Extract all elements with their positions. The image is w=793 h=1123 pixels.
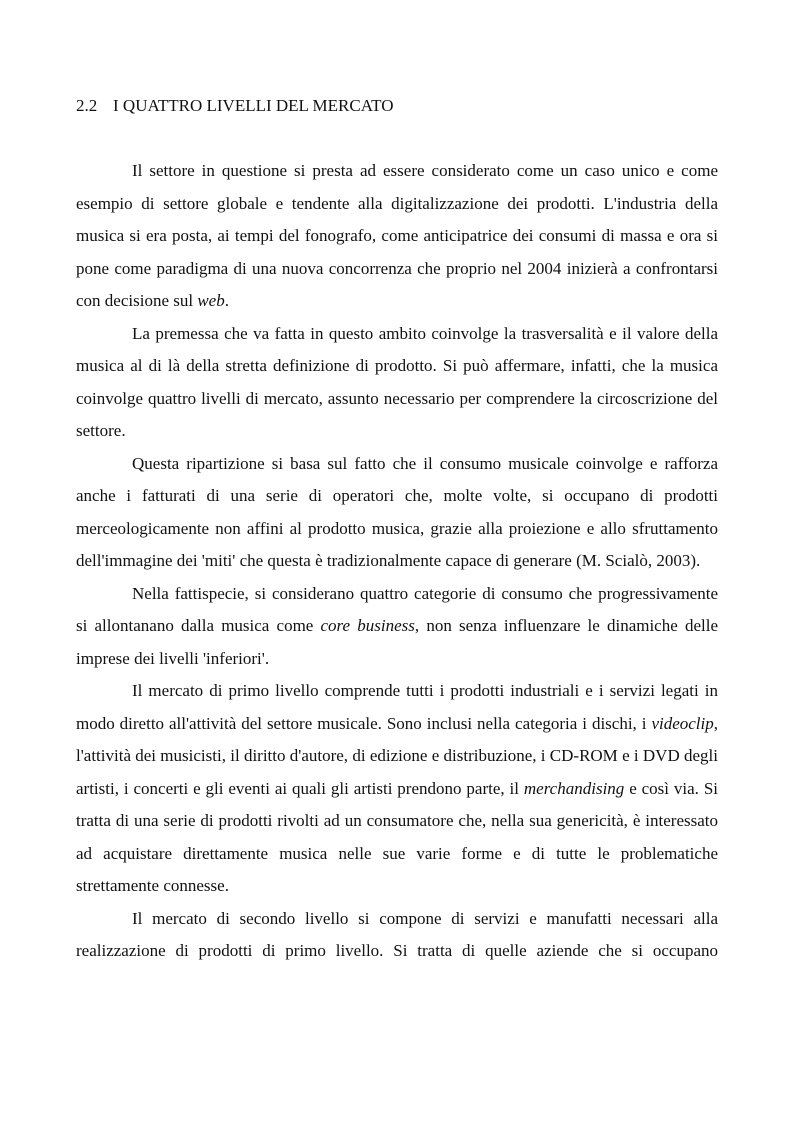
italic-term-web: web — [197, 291, 225, 310]
italic-term-core-business: core business — [320, 616, 415, 635]
paragraph-fattispecie — [76, 578, 718, 676]
paragraph-text: Nella fattispecie, si considerano quattro categorie di consumo che progressivamente si allontanano dalla musica come — [76, 583, 718, 635]
section-number: 2.2 — [76, 96, 98, 115]
paragraph-intro — [76, 155, 718, 318]
paragraph-text: , non senza influenzare le dinamiche delle imprese dei livelli 'inferiori'. — [76, 616, 718, 668]
paragraph-text: , l'attività dei musicisti, il diritto d'autore, di edizione e distribuzione, i CD-ROM e i DVD degli artisti, i concerti e gli eventi ai quali gli artisti prendono parte, il — [76, 713, 718, 798]
body-text — [76, 155, 718, 968]
paragraph-ripartizione: Questa ripartizione si basa sul fatto che il consumo musicale coinvolge e rafforza anche i fatturati di una serie di operatori che, molte volte, si occupano di prodotti merceologicamente non affini al prodotto musica, grazie alla proiezione e allo sfruttamento dell'immagine dei 'miti' che questa è tradizionalmente capace di generare (M. Scialò, 2003). — [76, 453, 718, 570]
paragraph-text: e così via. Si tratta di una serie di prodotti rivolti ad un consumatore che, nella sua genericità, è interessato ad acquistare direttamente musica nelle sue varie forme e di tutte le problematiche strettamente connesse. — [76, 778, 718, 895]
paragraph-text: Il mercato di primo livello comprende tutti i prodotti industriali e i servizi legati in modo diretto all'attività del settore musicale. Sono inclusi nella categoria i dischi, i — [76, 681, 718, 733]
italic-term-merchandising: merchandising — [523, 778, 625, 798]
paragraph-text: Il settore in questione si presta ad essere considerato come un caso unico e come esempio di settore globale e tendente alla digitalizzazione dei prodotti. L'industria della musica si era posta, ai tempi del fonografo, come anticipatrice dei consumi di massa e ora si pone come paradigma di una nuova concorrenza che proprio nel 2004 inizierà a confrontarsi con decisione sul — [76, 161, 718, 310]
paragraph-premessa: La premessa che va fatta in questo ambito coinvolge la trasversalità e il valore della musica al di là della stretta definizione di prodotto. Si può affermare, infatti, che la musica coinvolge quattro livelli di mercato, assunto necessario per comprendere la circoscrizione del settore. — [76, 323, 718, 440]
paragraph-text: . — [224, 291, 229, 310]
paragraph-secondo-livello: Il mercato di secondo livello si compone di servizi e manufatti necessari alla realizzazione di prodotti di primo livello. Si tratta di quelle aziende che si occupano — [76, 908, 718, 960]
italic-term-videoclip: videoclip — [651, 713, 714, 733]
section-title: I QUATTRO LIVELLI DEL MERCATO — [113, 96, 394, 115]
section-heading — [76, 95, 393, 117]
paragraph-primo-livello — [76, 675, 718, 903]
